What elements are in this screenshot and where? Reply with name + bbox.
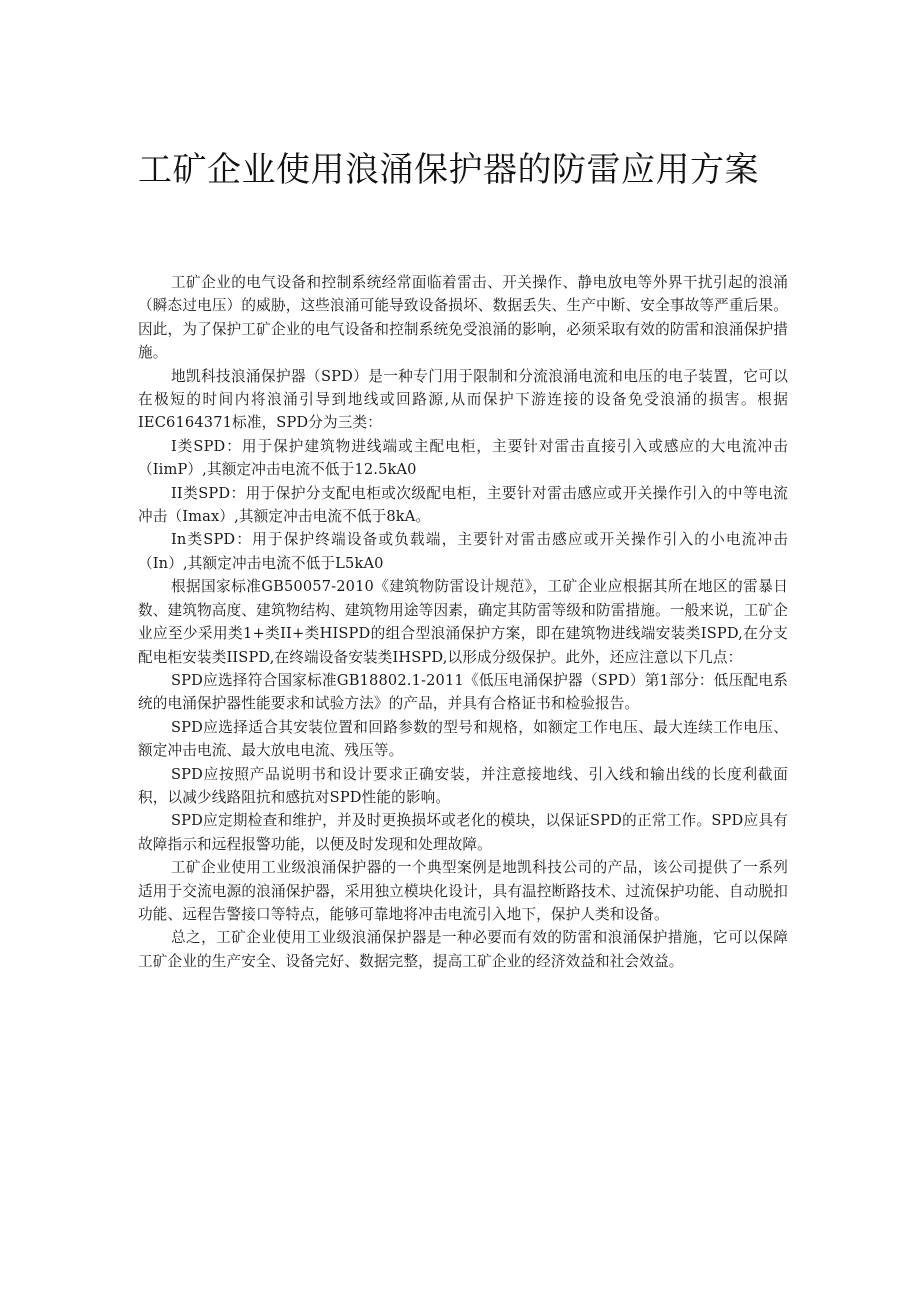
paragraph-intro: 工矿企业的电气设备和控制系统经常面临着雷击、开关操作、静电放电等外界干扰引起的浪涌（瞬态过电压）的威胁，这些浪涌可能导致设备损坏、数据丢失、生产中断、安全事故等严重后果。因此，为了保护工矿企业的电气设备和控制系统免受浪涌的影响，必须采取有效的防雷和浪涌保护措施。: [138, 274, 788, 362]
paragraph-note-maintenance: SPD应定期检查和维护，并及时更换损坏或老化的模块，以保证SPD的正常工作。SPD应具有故障指示和远程报警功能，以便及时发现和处理故障。: [138, 812, 788, 853]
paragraph-conclusion: 总之，工矿企业使用工业级浪涌保护器是一种必要而有效的防雷和浪涌保护措施，它可以保障工矿企业的生产安全、设备完好、数据完整，提高工矿企业的经济效益和社会效益。: [138, 929, 788, 970]
paragraph-spd-definition: 地凯科技浪涌保护器（SPD）是一种专门用于限制和分流浪涌电流和电压的电子装置，它可以在极短的时间内将浪涌引导到地线或回路源,从而保护下游连接的设备免受浪涌的损害。根据IEC6164371标准，SPD分为三类：: [138, 367, 788, 432]
paragraph-note-selection: SPD应选择适合其安装位置和回路参数的型号和规格，如额定工作电压、最大连续工作电压、额定冲击电流、最大放电电流、残压等。: [138, 718, 788, 760]
paragraph-note-standard: SPD应选择符合国家标准GB18802.1-2011《低压电涌保护器（SPD）第1部分：低压配电系统的电涌保护器性能要求和试验方法》的产品，并具有合格证书和检验报告。: [138, 671, 788, 713]
paragraph-class-ii-spd: II类SPD：用于保护分支配电柜或次级配电柜，主要针对雷击感应或开关操作引入的中等电流冲击（Imax）,其额定冲击电流不低于8kA。: [138, 484, 788, 526]
paragraph-note-installation: SPD应按照产品说明书和设计要求正确安装，并注意接地线、引入线和输出线的长度利截面积，以减少线路阻抗和感抗对SPD性能的影响。: [138, 765, 788, 806]
paragraph-class-i-spd: I类SPD：用于保护建筑物进线端或主配电柜，主要针对雷击直接引入或感应的大电流冲击（IimP）,其额定冲击电流不低于12.5kA0: [138, 437, 788, 479]
document-title: 工矿企业使用浪涌保护器的防雷应用方案: [138, 150, 759, 190]
paragraph-case-study: 工矿企业使用工业级浪涌保护器的一个典型案例是地凯科技公司的产品，该公司提供了一系列适用于交流电源的浪涌保护器，采用独立模块化设计，具有温控断路技术、过流保护功能、自动脱扣功能、远程告警接口等特点，能够可靠地将冲击电流引入地下，保护人类和设备。: [138, 859, 788, 923]
document-body: [138, 271, 788, 973]
paragraph-class-in-spd: In类SPD：用于保护终端设备或负载端，主要针对雷击感应或开关操作引入的小电流冲击（In）,其额定冲击电流不低于L5kA0: [138, 531, 788, 572]
paragraph-national-standard: 根据国家标准GB50057-2010《建筑物防雷设计规范》，工矿企业应根据其所在地区的雷暴日数、建筑物高度、建筑物结构、建筑物用途等因素，确定其防雷等级和防雷措施。一般来说，工矿企业应至少采用类1+类II+类HISPD的组合型浪涌保护方案，即在建筑物进线端安装类ISPD,在分支配电柜安装类IISPD,在终端设备安装类IHSPD,以形成分级保护。此外，还应注意以下几点：: [138, 578, 788, 666]
